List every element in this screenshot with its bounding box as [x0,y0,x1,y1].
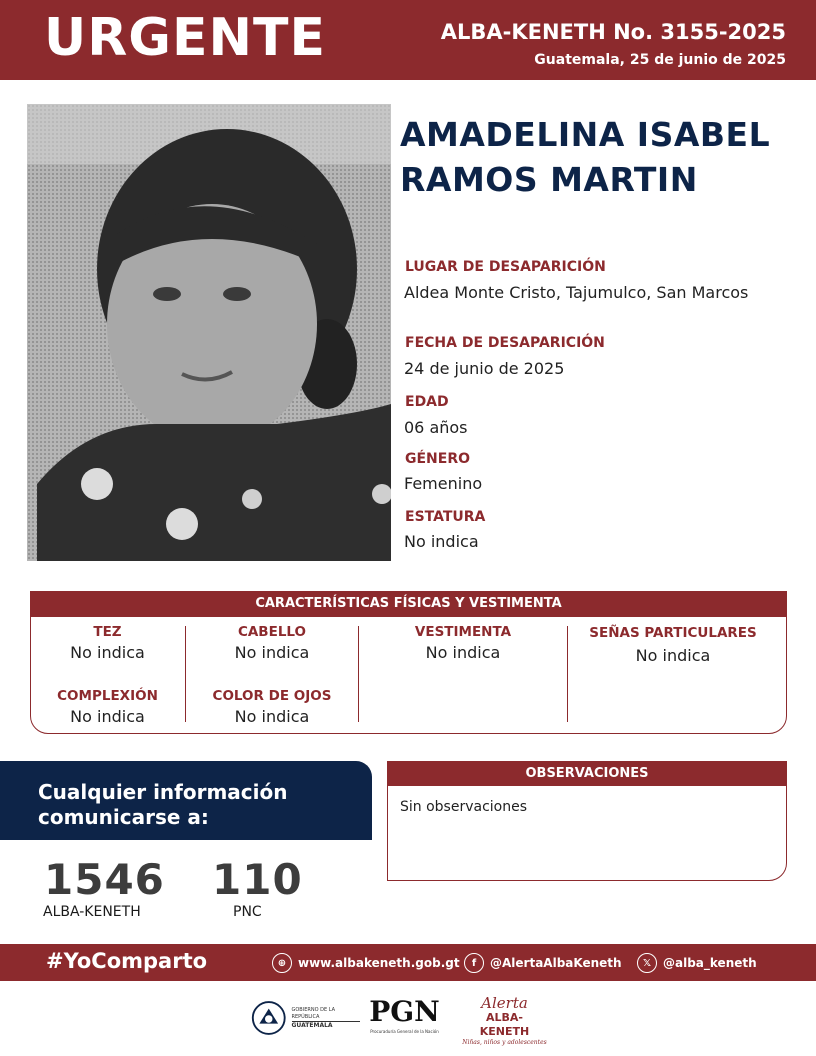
person-name-first: AMADELINA ISABEL [400,115,771,154]
x-text: @alba_keneth [663,956,757,970]
divider [358,626,359,722]
complexion-value: No indica [70,707,145,726]
phone-pnc[interactable]: 110 [212,855,303,904]
phone-pnc-label: PNC [233,904,262,920]
urgent-title: URGENTE [44,8,326,68]
phone-alba-keneth[interactable]: 1546 [44,855,165,904]
gobierno-line1: GOBIERNO DE LA REPÚBLICA [291,1006,336,1020]
field-label-lugar: LUGAR DE DESAPARICIÓN [405,259,606,275]
field-value-lugar: Aldea Monte Cristo, Tajumulco, San Marcos [404,283,749,302]
contact-heading: comunicarse a: [38,805,209,829]
pgn-subtitle: Procuraduría General de la Nación [370,1029,439,1034]
pgn-text: PGN [369,995,440,1028]
x-icon: 𝕏 [637,953,657,973]
field-value-fecha: 24 de junio de 2025 [404,359,565,378]
field-label-edad: EDAD [405,394,449,410]
phone-alba-keneth-label: ALBA-KENETH [43,904,141,920]
gobierno-line2: GUATEMALA [292,1021,361,1029]
alerta-logo [462,994,547,1046]
globe-icon: ⊕ [272,953,292,973]
cabello-value: No indica [234,643,310,662]
hashtag: #YoComparto [46,949,208,973]
senas-label: SEÑAS PARTICULARES [589,625,757,641]
x-link[interactable] [637,953,757,973]
website-text: www.albakeneth.gob.gt [298,956,460,970]
field-label-estatura: ESTATURA [405,509,486,525]
characteristics-title: CARACTERÍSTICAS FÍSICAS Y VESTIMENTA [30,591,787,617]
senas-value: No indica [635,646,711,665]
alert-date: Guatemala, 25 de junio de 2025 [534,52,786,68]
contact-heading: Cualquier información [38,780,288,804]
facebook-icon: f [464,953,484,973]
color-ojos-label: COLOR DE OJOS [212,688,332,704]
field-value-edad: 06 años [404,418,468,437]
guatemala-seal-icon [250,998,288,1038]
vestimenta-label: VESTIMENTA [414,624,512,640]
facebook-link[interactable] [464,953,622,973]
observations-text: Sin observaciones [400,799,528,815]
observations-title: OBSERVACIONES [387,761,787,786]
website-link[interactable] [272,953,460,973]
tez-label: TEZ [93,624,122,640]
alerta-line3: Niñas, niños y adolescentes [462,1039,547,1046]
person-name-last: RAMOS MARTIN [400,160,698,199]
facebook-text: @AlertaAlbaKeneth [490,956,622,970]
field-label-fecha: FECHA DE DESAPARICIÓN [405,335,605,351]
pgn-logo [362,995,447,1040]
field-value-genero: Femenino [404,474,483,493]
alert-number: ALBA-KENETH No. 3155-2025 [440,20,786,44]
cabello-label: CABELLO [237,624,307,640]
alerta-line1: Alerta [481,994,528,1012]
field-label-genero: GÉNERO [405,451,471,467]
vestimenta-value: No indica [425,643,501,662]
missing-person-photo [27,104,391,561]
tez-value: No indica [70,643,145,662]
gobierno-logo [250,995,360,1040]
field-value-estatura: No indica [404,532,479,551]
alerta-line2: ALBA-KENETH [479,1011,530,1038]
color-ojos-value: No indica [234,707,310,726]
complexion-label: COMPLEXIÓN [57,688,158,704]
